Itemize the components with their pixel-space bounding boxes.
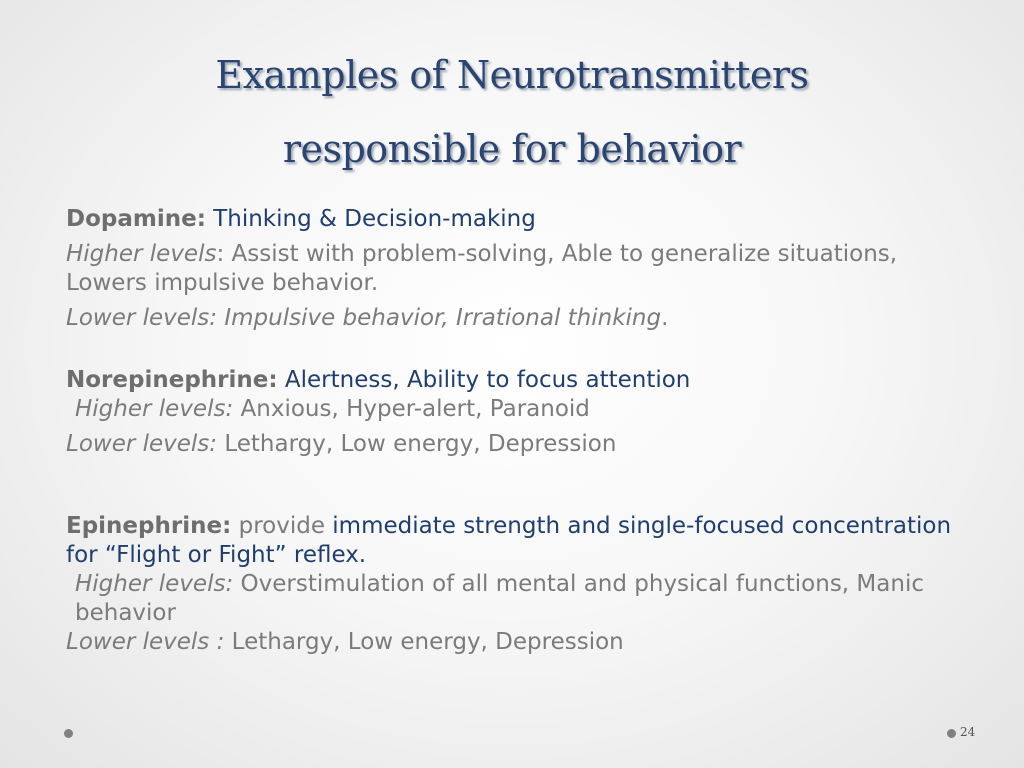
dopamine-heading [66,205,956,234]
footer-dot-left-icon [64,729,73,738]
title-line-2: responsible for behavior [282,127,742,171]
norepinephrine-term: Norepinephrine: [66,367,278,393]
dopamine-lower-end: . [661,305,669,331]
epinephrine-lower-label: Lower levels : [66,629,225,655]
epinephrine-higher-text: Overstimulation of all mental and physical functions, Manic behavior [75,571,924,626]
norepinephrine-higher-text: Anxious, Hyper-alert, Paranoid [233,396,590,422]
norepinephrine-heading [66,366,956,395]
norepinephrine-description: Alertness, Ability to focus attention [277,367,691,393]
dopamine-lower-text: Lower levels: Impulsive behavior, Irrational thinking [66,305,662,331]
epinephrine-term: Epinephrine: [66,513,232,539]
epinephrine-provide: provide [231,513,333,539]
norepinephrine-lower-text: Lethargy, Low energy, Depression [217,431,617,457]
epinephrine-heading [66,512,956,570]
slide-body [66,205,956,657]
title-line-1: Examples of Neurotransmitters [215,53,809,97]
epinephrine-lower-text: Lethargy, Low energy, Depression [224,629,624,655]
dopamine-lower-levels [66,304,956,333]
footer-dot-right-icon [947,729,956,738]
dopamine-higher-levels [66,240,956,298]
norepinephrine-lower-levels [66,430,956,459]
norepinephrine-higher-label: Higher levels: [75,396,234,422]
norepinephrine-higher-levels [66,395,956,424]
dopamine-higher-text: : Assist with problem-solving, Able to generalize situations, Lowers impulsive behavior. [66,241,898,296]
dopamine-higher-label: Higher levels [66,241,217,267]
norepinephrine-lower-label: Lower levels: [66,431,218,457]
epinephrine-description: immediate strength and single-focused concentration for “Flight or Fight” reflex. [66,513,952,568]
slide-title [0,38,1024,186]
dopamine-description: Thinking & Decision-making [205,206,536,232]
dopamine-term: Dopamine: [66,206,206,232]
epinephrine-higher-label: Higher levels: [75,571,234,597]
epinephrine-higher-levels [66,570,956,628]
epinephrine-lower-levels [66,628,956,657]
slide-number: 24 [960,725,976,739]
